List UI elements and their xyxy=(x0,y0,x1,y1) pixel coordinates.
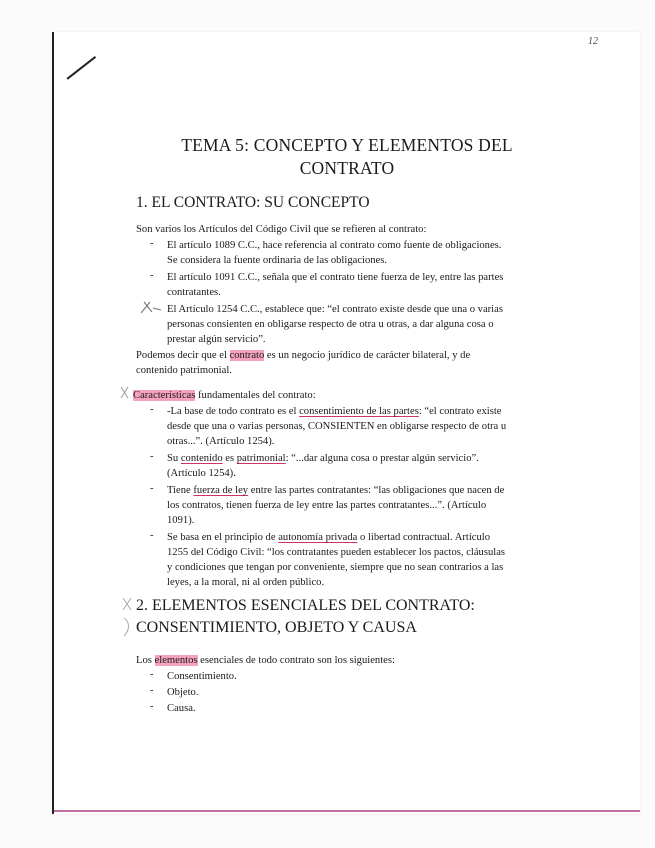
feature3-line3: 1091). xyxy=(167,515,195,526)
bullet3-line2: personas consienten en obligarse respecto de otra u otras, a dar alguna cosa o xyxy=(167,319,494,330)
bullet-dash: - xyxy=(150,238,154,249)
highlighted-word: contrato xyxy=(229,350,265,361)
highlighted-word: elementos xyxy=(154,655,198,666)
page-bottom-edge xyxy=(54,810,640,812)
feature-text: : “el contrato existe xyxy=(418,406,502,417)
bullet3-line3: prestar algún servicio”. xyxy=(167,334,266,345)
section2-intro xyxy=(136,653,395,668)
page-number: 12 xyxy=(588,36,598,47)
definition-line2: contenido patrimonial. xyxy=(136,365,232,376)
features-intro xyxy=(133,388,316,403)
bullet-dash: - xyxy=(150,404,154,415)
feature3-line2: los contratos, tienen fuerza de ley entre las partes contratantes...”. (Artículo xyxy=(167,500,487,511)
element-item: Consentimiento. xyxy=(167,671,237,682)
bullet-dash: - xyxy=(150,530,154,541)
feature1-line2: desde que una o varias personas, CONSIENTEN en obligarse respecto de otra u xyxy=(167,421,507,432)
definition-text: Podemos decir que el xyxy=(136,350,230,361)
definition-line1 xyxy=(136,348,470,363)
feature-text: es xyxy=(222,453,237,464)
bullet3-line1: El Artículo 1254 C.C., establece que: “el contrato existe desde que una o varias xyxy=(167,304,503,315)
document-title-line1: TEMA 5: CONCEPTO Y ELEMENTOS DEL xyxy=(181,135,513,155)
feature-text: entre las partes contratantes: “las obligaciones que nacen de xyxy=(248,485,505,496)
section2-text: Los xyxy=(136,655,155,666)
bullet-dash: - xyxy=(150,701,154,712)
definition-text: es un negocio jurídico de carácter bilateral, y de xyxy=(264,350,471,361)
feature4-line3: y condiciones que tengan por conveniente, siempre que no sean contrarios a las xyxy=(167,562,504,573)
scribble-icon xyxy=(118,384,132,402)
bullet2-line1: El artículo 1091 C.C., señala que el contrato tiene fuerza de ley, entre las partes xyxy=(167,272,504,283)
section1-heading: 1. EL CONTRATO: SU CONCEPTO xyxy=(136,194,370,211)
section1-intro: Son varios los Artículos del Código Civil que se refieren al contrato: xyxy=(136,224,427,235)
bullet-dash: - xyxy=(150,451,154,462)
feature4-line4: leyes, a la moral, ni al orden público. xyxy=(167,577,325,588)
feature1-line3: otras...”. (Artículo 1254). xyxy=(167,436,275,447)
scribble-icon xyxy=(120,596,134,640)
underlined-phrase: fuerza de ley xyxy=(193,485,249,496)
section2-heading-line1: 2. ELEMENTOS ESENCIALES DEL CONTRATO: xyxy=(136,597,475,614)
features-text: fundamentales del contrato: xyxy=(195,390,316,401)
bullet-dash: - xyxy=(150,270,154,281)
bullet1-line2: Se considera la fuente ordinaria de las obligaciones. xyxy=(167,255,388,266)
feature-text: Su xyxy=(167,453,181,464)
feature-text: o libertad contractual. Artículo xyxy=(357,532,491,543)
bullet-dash: - xyxy=(150,483,154,494)
feature-text: : “...dar alguna cosa o prestar algún servicio”. xyxy=(285,453,479,464)
pen-mark xyxy=(67,56,96,79)
scribble-icon xyxy=(138,298,164,318)
element-item: Causa. xyxy=(167,703,196,714)
bullet2-line2: contratantes. xyxy=(167,287,221,298)
feature1-line1 xyxy=(167,404,501,419)
bullet-dash: - xyxy=(150,669,154,680)
underlined-phrase: contenido xyxy=(180,453,223,464)
bullet1-line1: El artículo 1089 C.C., hace referencia al contrato como fuente de obligaciones. xyxy=(167,240,502,251)
underlined-phrase: autonomía privada xyxy=(278,532,358,543)
section2-text: esenciales de todo contrato son los siguientes: xyxy=(197,655,395,666)
section2-heading-line2: CONSENTIMIENTO, OBJETO Y CAUSA xyxy=(136,619,417,636)
highlighted-word: Características xyxy=(133,390,196,401)
feature4-line2: 1255 del Código Civil: “los contratantes pueden establecer los pactos, cláusulas xyxy=(167,547,506,558)
feature4-line1 xyxy=(167,530,490,545)
feature-text: Tiene xyxy=(167,485,194,496)
document-page xyxy=(52,32,640,814)
feature2-line2: (Artículo 1254). xyxy=(167,468,236,479)
document-title-line2: CONTRATO xyxy=(299,158,395,178)
feature3-line1 xyxy=(167,483,504,498)
element-item: Objeto. xyxy=(167,687,199,698)
underlined-phrase: patrimonial xyxy=(236,453,286,464)
feature-text: -La base de todo contrato es el xyxy=(167,406,300,417)
feature2-line1 xyxy=(167,451,479,466)
feature-text: Se basa en el principio de xyxy=(167,532,279,543)
bullet-dash: - xyxy=(150,685,154,696)
underlined-phrase: consentimiento de las partes xyxy=(299,406,419,417)
